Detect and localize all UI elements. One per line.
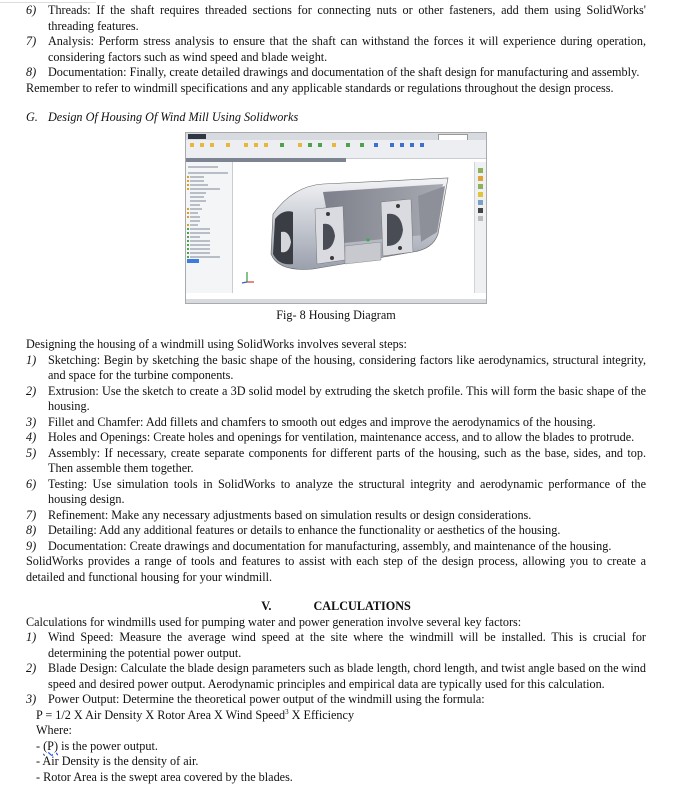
- calc-step-2: [26, 661, 646, 692]
- housing-3d-model: [253, 174, 453, 274]
- where-label: Where:: [26, 723, 646, 739]
- list-text: Power Output: Determine the theoretical power output of the windmill using the formula:: [48, 692, 485, 706]
- calc-step-3: [26, 692, 646, 708]
- solidworks-logo: [188, 134, 206, 139]
- housing-step-3: [26, 415, 646, 431]
- list-text: Documentation: Finally, create detailed drawings and documentation of the shaft design for manufacturing and assembly.: [48, 65, 639, 79]
- shaft-step-6: [26, 3, 646, 34]
- power-symbol: (P): [43, 739, 58, 753]
- housing-closing-paragraph: SolidWorks provides a range of tools and features to assist with each step of the design process, allowing you to create a detailed and functional housing for your windmill.: [26, 554, 646, 585]
- calc-step-1: [26, 630, 646, 661]
- section-title: CALCULATIONS: [313, 599, 410, 613]
- list-number: 7): [26, 34, 36, 50]
- sw-titlebar: [186, 133, 486, 140]
- list-number: 6): [26, 477, 36, 493]
- housing-step-8: [26, 523, 646, 539]
- shaft-step-7: [26, 34, 646, 65]
- definition-dash: -: [36, 739, 43, 753]
- list-number: 5): [26, 446, 36, 462]
- list-text: Sketching: Begin by sketching the basic shape of the housing, considering factors like aerodynamics, structural integrity, and space for the turbine components.: [48, 353, 646, 383]
- section-heading: [26, 599, 646, 615]
- list-text: Blade Design: Calculate the blade design parameters such as blade length, chord length, and twist angle based on the wind speed and desired power output. Aerodynamic principles and empirical data are typically used for this calculation.: [48, 661, 646, 691]
- housing-step-5: [26, 446, 646, 477]
- list-text: Assembly: If necessary, create separate components for different parts of the housing, such as the base, sides, and top. Then assemble them together.: [48, 446, 646, 476]
- definition-text: is the power output.: [58, 739, 158, 753]
- housing-intro: Designing the housing of a windmill using SolidWorks involves several steps:: [26, 337, 646, 353]
- subsection-heading: [26, 110, 646, 126]
- list-number: 9): [26, 539, 36, 555]
- housing-step-9: [26, 539, 646, 555]
- list-text: Holes and Openings: Create holes and openings for ventilation, maintenance access, and to allow the blades to protrude.: [48, 430, 634, 444]
- list-number: 1): [26, 353, 36, 369]
- axis-triad-icon: [241, 270, 255, 284]
- sw-feature-tree: [186, 162, 233, 293]
- list-text: Analysis: Perform stress analysis to ensure that the shaft can withstand the forces it will experience during operation, considering factors such as wind speed and blade weight.: [48, 34, 646, 64]
- list-text: Documentation: Create drawings and documentation for manufacturing, assembly, and maintenance of the housing.: [48, 539, 611, 553]
- shaft-step-8: [26, 65, 646, 81]
- definition-rotor-area: - Rotor Area is the swept area covered by the blades.: [26, 770, 646, 785]
- list-text: Refinement: Make any necessary adjustments based on simulation results or design considerations.: [48, 508, 531, 522]
- subsection-letter: G.: [26, 110, 48, 126]
- list-number: 3): [26, 692, 36, 708]
- sw-command-ribbon: [186, 140, 486, 159]
- list-text: Fillet and Chamfer: Add fillets and chamfers to smooth out edges and improve the aerodynamics of the housing.: [48, 415, 596, 429]
- section-number: V.: [261, 599, 271, 615]
- list-number: 1): [26, 630, 36, 646]
- housing-step-2: [26, 384, 646, 415]
- formula-tail: X Efficiency: [289, 708, 354, 722]
- list-number: 3): [26, 415, 36, 431]
- document-page: [26, 3, 646, 785]
- sw-task-pane: [474, 162, 486, 293]
- list-number: 7): [26, 508, 36, 524]
- list-text: Extrusion: Use the sketch to create a 3D solid model by extruding the sketch profile. This will form the basic shape of the housing.: [48, 384, 646, 414]
- power-formula: [26, 708, 646, 724]
- list-number: 2): [26, 384, 36, 400]
- subsection-title: Design Of Housing Of Wind Mill Using Solidworks: [48, 110, 298, 124]
- formula-main: P = 1/2 X Air Density X Rotor Area X Wind Speed: [36, 708, 285, 722]
- housing-step-7: [26, 508, 646, 524]
- definition-power: [26, 739, 646, 755]
- housing-step-6: [26, 477, 646, 508]
- list-text: Testing: Use simulation tools in SolidWorks to analyze the structural integrity and aerodynamic performance of the housing design.: [48, 477, 646, 507]
- list-text: Wind Speed: Measure the average wind speed at the site where the windmill will be installed. This is crucial for determining the potential power output.: [48, 630, 646, 660]
- sw-graphics-area: [233, 162, 475, 293]
- list-number: 2): [26, 661, 36, 677]
- list-number: 6): [26, 3, 36, 19]
- housing-step-4: [26, 430, 646, 446]
- sw-status-bar: [186, 299, 486, 303]
- calc-intro: Calculations for windmills used for pumping water and power generation involve several key factors:: [26, 615, 646, 631]
- list-number: 8): [26, 65, 36, 81]
- list-text: Threads: If the shaft requires threaded sections for connecting nuts or other fasteners, add them using SolidWorks' threading features.: [48, 3, 646, 33]
- figure-caption: Fig- 8 Housing Diagram: [26, 308, 646, 324]
- list-text: Detailing: Add any additional features or details to enhance the functionality or aesthetics of the housing.: [48, 523, 560, 537]
- list-number: 4): [26, 430, 36, 446]
- list-number: 8): [26, 523, 36, 539]
- definition-air-density: - Air Density is the density of air.: [26, 754, 646, 770]
- shaft-closing-paragraph: Remember to refer to windmill specifications and any applicable standards or regulations throughout the design process.: [26, 81, 646, 97]
- formula-exponent: 3: [285, 707, 289, 715]
- housing-step-1: [26, 353, 646, 384]
- housing-figure-image: [185, 132, 487, 304]
